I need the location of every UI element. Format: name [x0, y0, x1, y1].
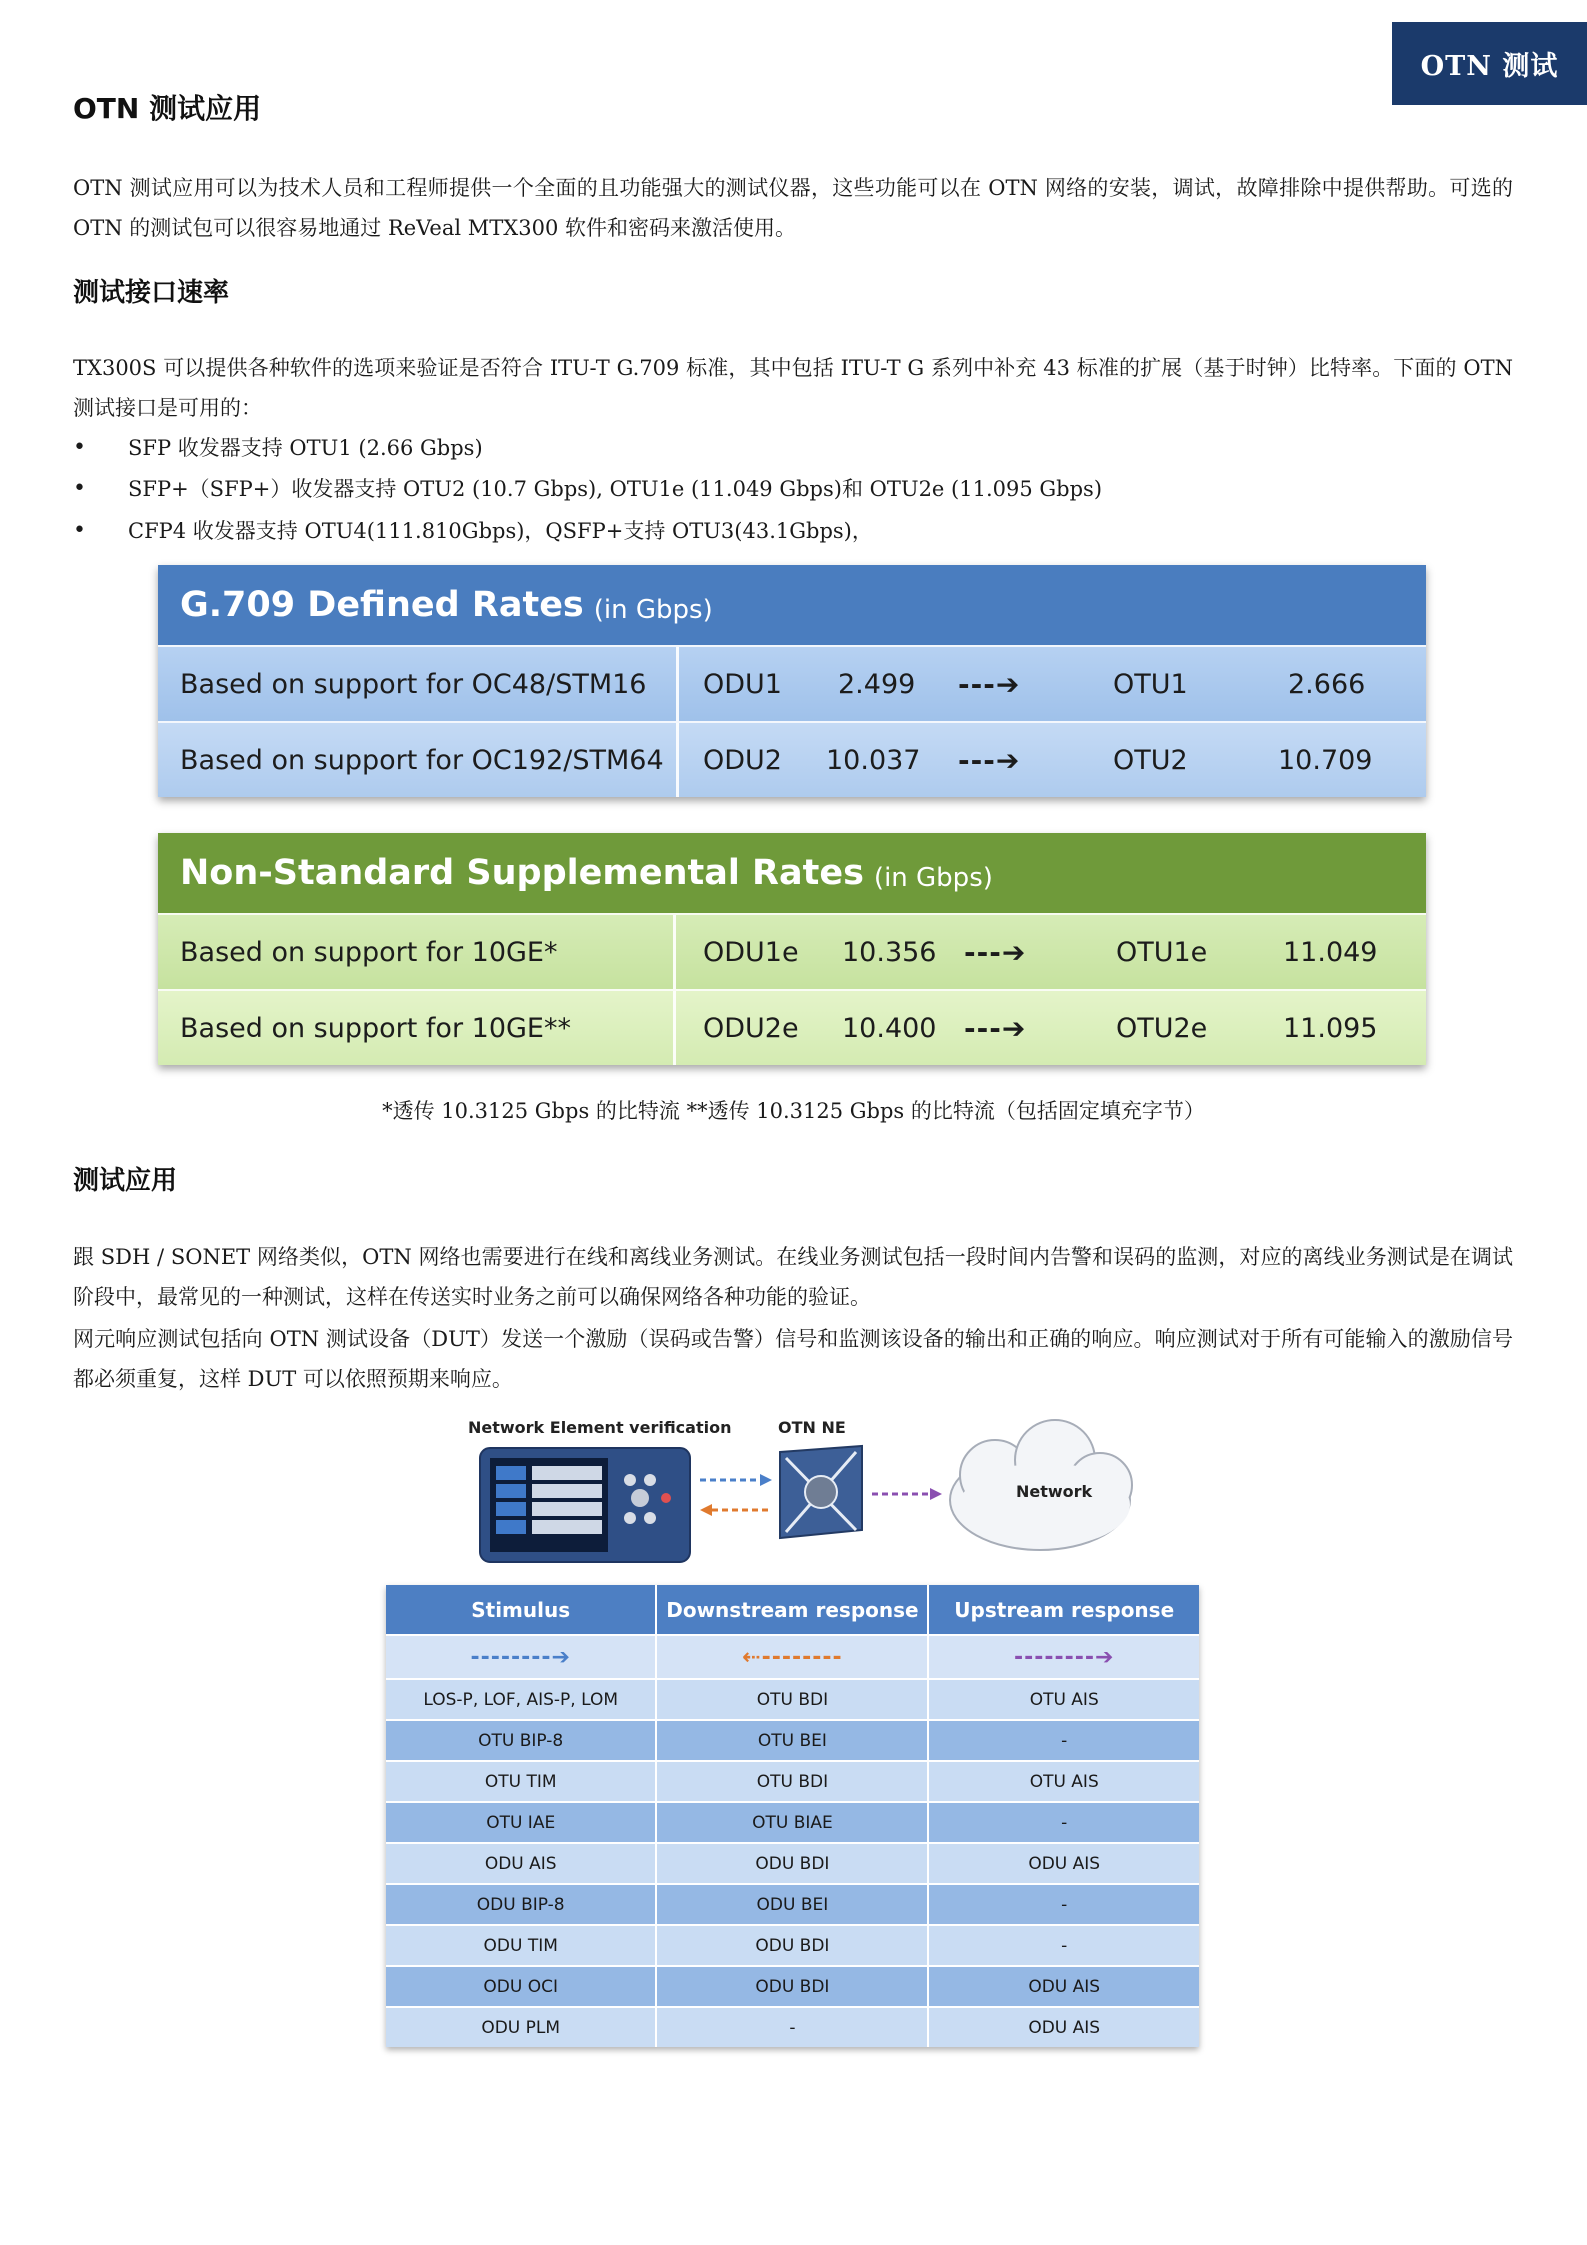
column-header: Stimulus [386, 1585, 656, 1635]
column-header: Downstream response [656, 1585, 928, 1635]
otu-name: OTU1e [1116, 936, 1208, 968]
table-row [386, 1720, 1199, 1761]
odu-rate: 10.400 [842, 1012, 937, 1044]
table-row [386, 1679, 1199, 1720]
otu-rate: 11.095 [1283, 1012, 1378, 1044]
table-row [386, 1843, 1199, 1884]
list-item: • SFP+（SFP+）收发器支持 OTU2 (10.7 Gbps), OTU1e (11.049 Gbps)和 OTU2e (11.095 Gbps) [73, 476, 1103, 501]
downstream-cell: ODU BDI [656, 1925, 928, 1966]
section-heading-rates: 测试接口速率 [73, 278, 230, 308]
stimulus-cell: ODU AIS [386, 1843, 656, 1884]
odu-rate: 10.356 [842, 936, 937, 968]
downstream-cell: ODU BDI [656, 1843, 928, 1884]
otn-ne-icon [780, 1446, 862, 1538]
table-title: Non-Standard Supplemental Rates [180, 853, 864, 893]
table-caption: *透传 10.3125 Gbps 的比特流 **透传 10.3125 Gbps 的比特流（包括固定填充字节） [382, 1099, 1205, 1123]
downstream-cell: OTU BDI [656, 1679, 928, 1720]
section-heading-applications: 测试应用 [73, 1166, 178, 1196]
table-row [386, 1966, 1199, 2007]
response-table [386, 1585, 1199, 2047]
stimulus-cell: OTU IAE [386, 1802, 656, 1843]
table-header [158, 565, 1426, 645]
stimulus-cell: ODU PLM [386, 2007, 656, 2047]
upstream-cell: ODU AIS [928, 2007, 1199, 2047]
rate-basis: Based on support for OC192/STM64 [180, 744, 664, 776]
intro-paragraph: OTN 测试应用可以为技术人员和工程师提供一个全面的且功能强大的测试仪器，这些功能可以在 OTN 网络的安装，调试，故障排除中提供帮助。可选的 OTN 的测试包可以很容易地通过 ReVeal MTX300 软件和密码来激活使用。 [73, 176, 1513, 240]
device-label: Network Element verification [468, 1418, 732, 1437]
otu-name: OTU2 [1113, 744, 1188, 776]
stimulus-arrow-icon: --------➔ [386, 1635, 656, 1679]
table-row [386, 1802, 1199, 1843]
upstream-cell: ODU AIS [928, 1966, 1199, 2007]
table-row [386, 1925, 1199, 1966]
list-item: • CFP4 收发器支持 OTU4(111.810Gbps)，QSFP+支持 OTU3(43.1Gbps)， [73, 518, 873, 543]
table-row [158, 913, 1426, 989]
table-row [386, 2007, 1199, 2047]
network-label: Network [1016, 1482, 1093, 1501]
upstream-arrow-icon: --------➔ [928, 1635, 1199, 1679]
odu-name: ODU2e [703, 1012, 799, 1044]
rates-paragraph: TX300S 可以提供各种软件的选项来验证是否符合 ITU-T G.709 标准，其中包括 ITU-T G 系列中补充 43 标准的扩展（基于时钟）比特率。下面的 OTN 测试接口是可用的： [73, 356, 1513, 420]
arrow-row [386, 1635, 1199, 1679]
stimulus-cell: ODU BIP-8 [386, 1884, 656, 1925]
upstream-cell: - [928, 1802, 1199, 1843]
arrow-icon: ---➔ [958, 667, 1021, 701]
upstream-cell: - [928, 1884, 1199, 1925]
rate-basis: Based on support for 10GE** [180, 1012, 571, 1044]
section-tag: OTN 测试 [1392, 22, 1587, 105]
stimulus-cell: ODU OCI [386, 1966, 656, 2007]
table-title: G.709 Defined Rates [180, 585, 584, 625]
otu-name: OTU1 [1113, 668, 1188, 700]
test-setup-diagram [460, 1410, 1140, 1570]
rate-basis: Based on support for 10GE* [180, 936, 558, 968]
odu-name: ODU1 [703, 668, 782, 700]
downstream-cell: - [656, 2007, 928, 2047]
stimulus-cell: LOS-P, LOF, AIS-P, LOM [386, 1679, 656, 1720]
upstream-cell: - [928, 1720, 1199, 1761]
table-row [158, 645, 1426, 721]
otu-rate: 2.666 [1288, 668, 1366, 700]
otu-name: OTU2e [1116, 1012, 1208, 1044]
list-item: • SFP 收发器支持 OTU1 (2.66 Gbps) [73, 435, 483, 460]
upstream-cell: ODU AIS [928, 1843, 1199, 1884]
upstream-cell: - [928, 1925, 1199, 1966]
nonstandard-rates-table [158, 833, 1426, 1065]
applications-paragraph-1: 跟 SDH / SONET 网络类似，OTN 网络也需要进行在线和离线业务测试。在线业务测试包括一段时间内告警和误码的监测，对应的离线业务测试是在调试阶段中，最常见的一种测试，这样在传送实时业务之前可以确保网络各种功能的验证。 [73, 1245, 1513, 1309]
applications-paragraph-2: 网元响应测试包括向 OTN 测试设备（DUT）发送一个激励（误码或告警）信号和监测该设备的输出和正确的响应。响应测试对于所有可能输入的激励信号都必须重复，这样 DUT 可以依照预期来响应。 [73, 1327, 1513, 1391]
downstream-arrow-icon: ⇠-------- [656, 1635, 928, 1679]
odu-name: ODU1e [703, 936, 799, 968]
page-title: OTN 测试应用 [73, 92, 262, 125]
table-header [158, 833, 1426, 913]
table-row [158, 721, 1426, 797]
otu-rate: 10.709 [1278, 744, 1373, 776]
downstream-cell: OTU BIAE [656, 1802, 928, 1843]
downstream-cell: OTU BEI [656, 1720, 928, 1761]
upstream-cell: OTU AIS [928, 1679, 1199, 1720]
ne-label: OTN NE [778, 1418, 846, 1437]
g709-rates-table [158, 565, 1426, 797]
table-unit: (in Gbps) [593, 595, 713, 625]
arrow-icon: ---➔ [958, 743, 1021, 777]
odu-name: ODU2 [703, 744, 782, 776]
stimulus-cell: OTU BIP-8 [386, 1720, 656, 1761]
rate-basis: Based on support for OC48/STM16 [180, 668, 647, 700]
column-header: Upstream response [928, 1585, 1199, 1635]
downstream-cell: ODU BDI [656, 1966, 928, 2007]
otu-rate: 11.049 [1283, 936, 1378, 968]
arrow-icon: ---➔ [964, 935, 1027, 969]
odu-rate: 10.037 [826, 744, 921, 776]
table-row [386, 1884, 1199, 1925]
test-device-icon [480, 1448, 690, 1562]
stimulus-cell: ODU TIM [386, 1925, 656, 1966]
upstream-cell: OTU AIS [928, 1761, 1199, 1802]
table-row [386, 1761, 1199, 1802]
downstream-cell: ODU BEI [656, 1884, 928, 1925]
downstream-cell: OTU BDI [656, 1761, 928, 1802]
odu-rate: 2.499 [838, 668, 916, 700]
arrow-icon: ---➔ [964, 1011, 1027, 1045]
table-unit: (in Gbps) [873, 863, 993, 893]
table-row [158, 989, 1426, 1065]
stimulus-cell: OTU TIM [386, 1761, 656, 1802]
